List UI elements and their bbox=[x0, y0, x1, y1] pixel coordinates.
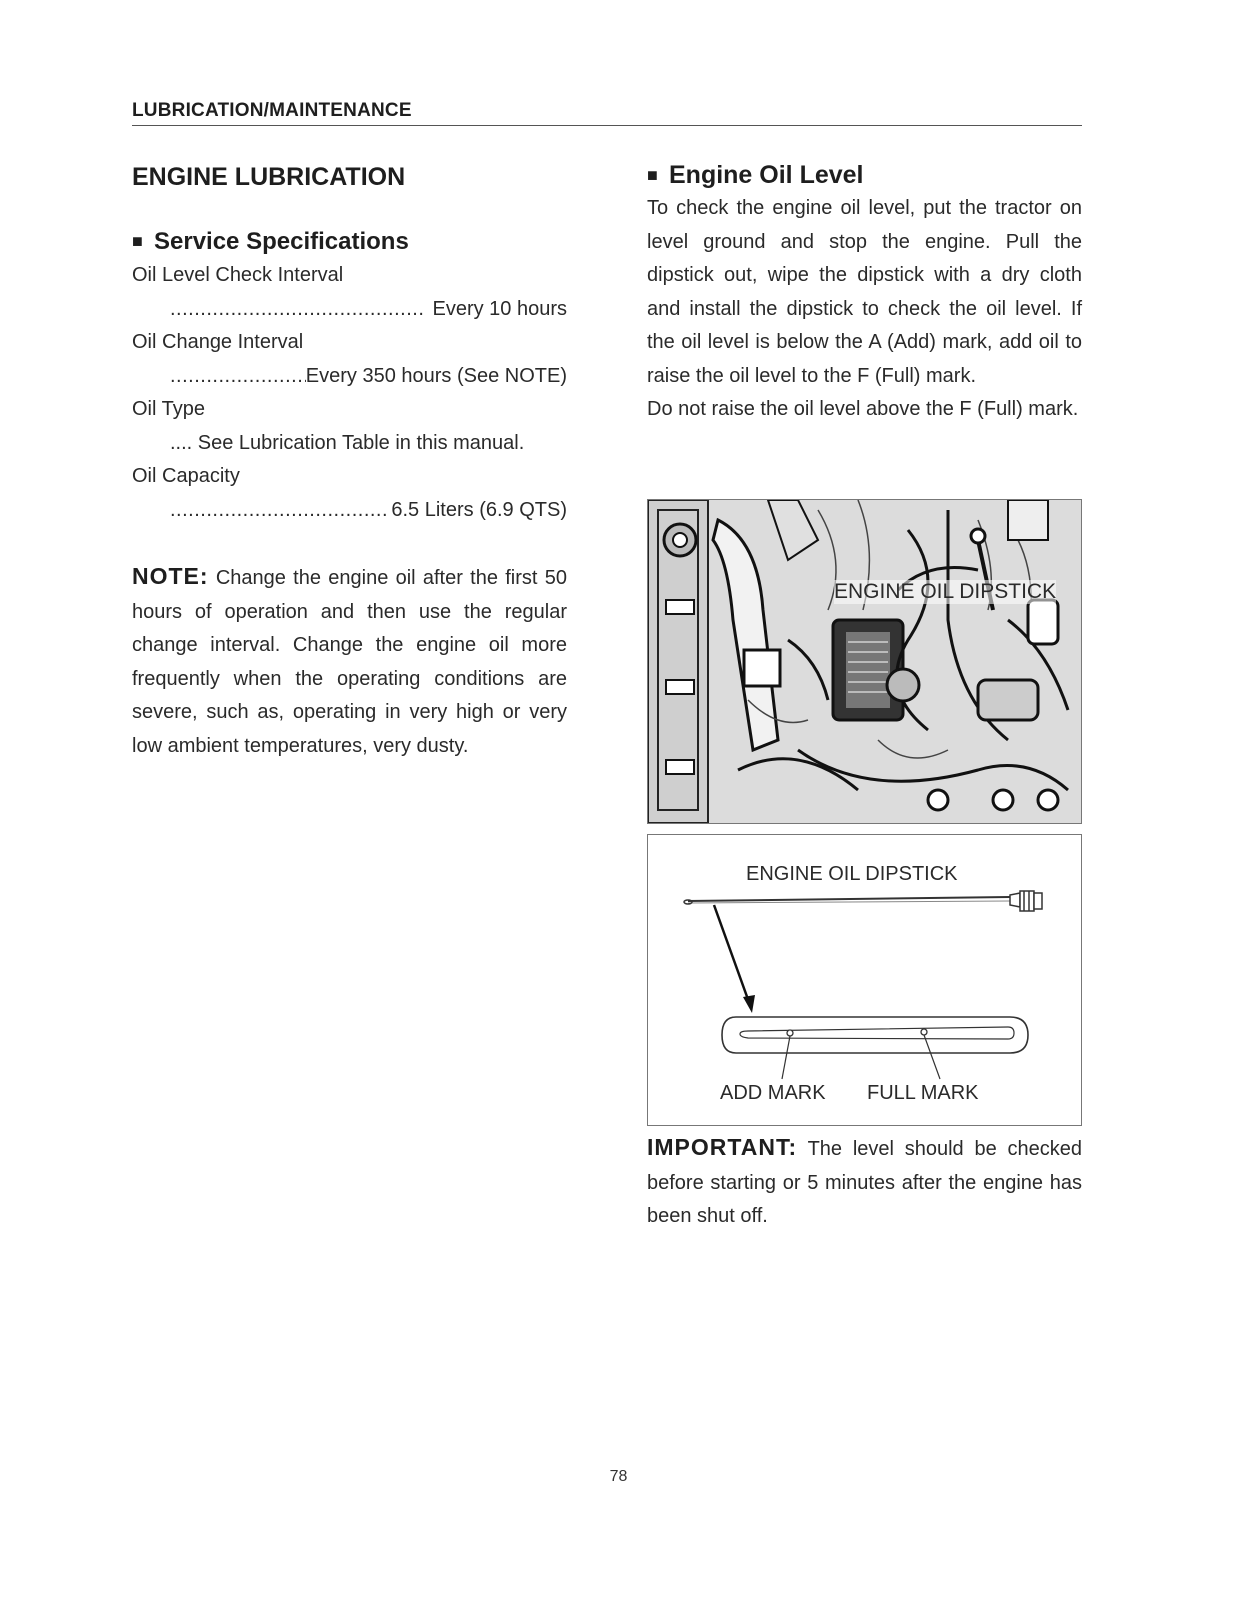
specs-list bbox=[132, 259, 567, 527]
dot-leader bbox=[170, 360, 306, 394]
specs-heading-text: Service Specifications bbox=[154, 228, 409, 255]
right-column bbox=[647, 158, 1082, 427]
oil-level-warning: Do not raise the oil level above the F (Full) mark. bbox=[647, 398, 1079, 420]
engine-oil-level-heading bbox=[647, 158, 1082, 192]
full-mark-label: FULL MARK bbox=[867, 1082, 979, 1104]
square-bullet-icon: ■ bbox=[647, 165, 658, 185]
add-mark-label: ADD MARK bbox=[720, 1082, 826, 1104]
note-paragraph bbox=[132, 560, 567, 763]
running-header: LUBRICATION/MAINTENANCE bbox=[132, 100, 412, 121]
dot-leader bbox=[170, 494, 388, 528]
oil-level-instructions: To check the engine oil level, put the tractor on level ground and stop the engine. Pull the dipstick out, wipe the dipstick with a dry cloth and install the dipstick to check the oil level. If the oil level is below the A (Add) mark, add oil to raise the oil level to the F (Full) mark. bbox=[647, 197, 1082, 387]
header-divider bbox=[132, 125, 1082, 126]
left-column bbox=[132, 160, 567, 763]
section-title: ENGINE LUBRICATION bbox=[132, 163, 406, 191]
dipstick-drawing bbox=[648, 835, 1081, 1125]
spec-value-change-interval: ..... Every 350 hours (See NOTE) bbox=[170, 360, 567, 394]
engine-photo bbox=[647, 499, 1082, 824]
page-number: 78 bbox=[609, 1468, 628, 1485]
spec-label-oil-type: Oil Type bbox=[132, 398, 205, 420]
note-text: Change the engine oil after the first 50 hours of operation and then use the regular change interval. Change the engine oil more frequently when the operating conditions are severe, such as, operating in very high or very low ambient temperatures, very dusty. bbox=[132, 567, 567, 757]
dipstick-diagram bbox=[647, 834, 1082, 1126]
important-block bbox=[647, 1131, 1082, 1234]
engine-compartment-illustration bbox=[648, 500, 1081, 823]
spec-label-oil-capacity: Oil Capacity bbox=[132, 465, 240, 487]
spec-label-change-interval: Oil Change Interval bbox=[132, 331, 304, 353]
dot-leader bbox=[170, 293, 426, 327]
photo-callout-dipstick: ENGINE OIL DIPSTICK bbox=[834, 580, 1057, 603]
spec-label-check-interval: Oil Level Check Interval bbox=[132, 264, 344, 286]
service-specifications-heading bbox=[132, 224, 567, 259]
square-bullet-icon: ■ bbox=[132, 231, 143, 251]
diagram-title: ENGINE OIL DIPSTICK bbox=[746, 863, 958, 885]
important-lead: IMPORTANT: bbox=[647, 1134, 798, 1160]
spec-value-oil-type: .... See Lubrication Table in this manual. bbox=[170, 431, 525, 454]
note-lead: NOTE: bbox=[132, 563, 209, 589]
engine-oil-level-text: Engine Oil Level bbox=[669, 161, 864, 189]
spec-value-check-interval: ..... Every 10 hours bbox=[170, 293, 567, 327]
spec-value-oil-capacity: ..... 6.5 Liters (6.9 QTS) bbox=[170, 494, 567, 528]
important-text: The level should be checked before starting or 5 minutes after the engine has been shut off. bbox=[647, 1138, 1082, 1227]
important-paragraph bbox=[647, 1131, 1082, 1234]
